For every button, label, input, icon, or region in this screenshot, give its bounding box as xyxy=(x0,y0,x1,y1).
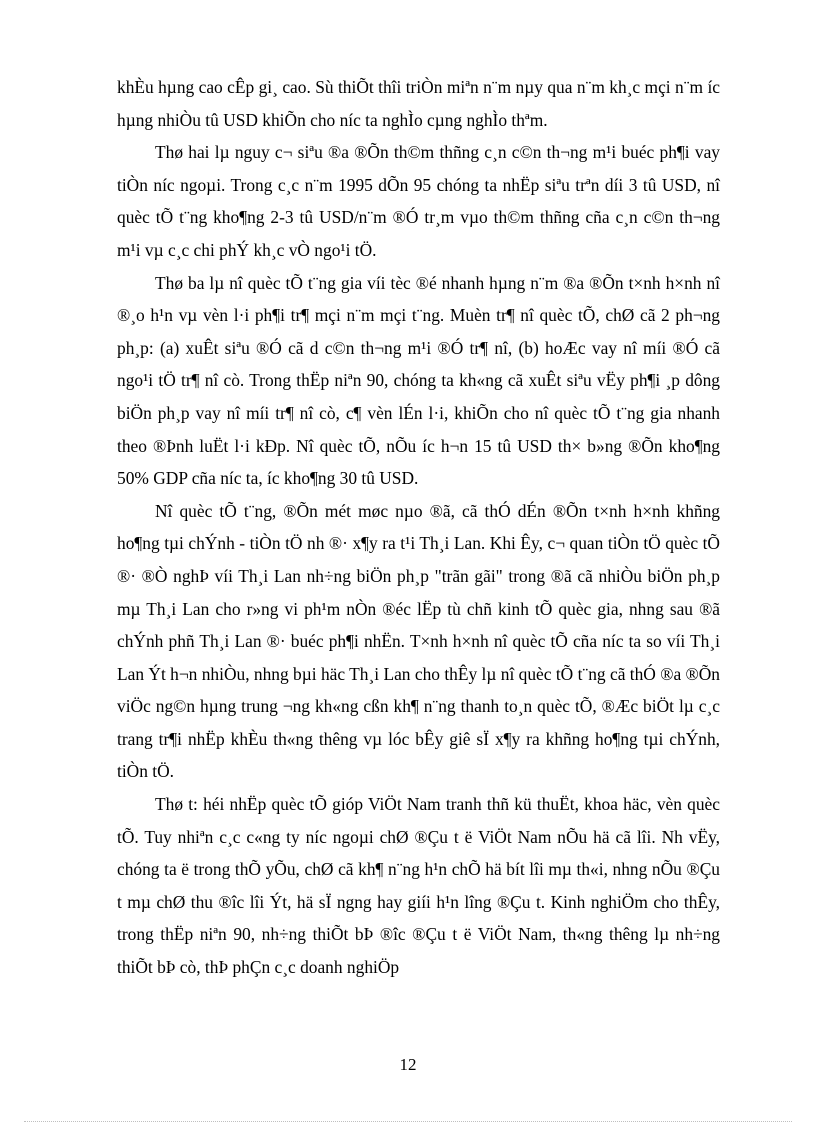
paragraph-2: Thø hai lµ nguy c¬ siªu ®a ®Õn th©m thñng c¸n c©n th¬ng m¹i buéc ph¶i vay tiÒn níc ngoµi. Trong c¸c n¨m 1995 dÕn 95 chóng ta nhËp siªu trªn díi 3 tû USD, nî quèc tÕ t¨ng kho¶ng 2-3 tû USD/n¨m ®Ó tr¸m vµo th©m thñng cña c¸n c©n th¬ng m¹i vµ c¸c chi phÝ kh¸c vÒ ngo¹i tÖ. xyxy=(117,142,720,260)
page-number: 12 xyxy=(399,1055,417,1074)
page-bottom-divider xyxy=(24,1121,792,1122)
paragraph-4: Nî quèc tÕ t¨ng, ®Õn mét møc nµo ®ã, cã thÓ dÉn ®Õn t×nh h×nh khñng ho¶ng tµi chÝnh - tiÒn tÖ nh ®· x¶y ra t¹i Th¸i Lan. Khi Êy, c¬ quan tiÒn tÖ quèc tÕ ®· ®Ò nghÞ víi Th¸i Lan nh÷ng biÖn ph¸p "trãn gãi" trong ®ã cã nhiÒu biÖn ph¸p mµ Th¸i Lan cho r»ng vi ph¹m nÒn ®éc lËp tù chñ kinh tÕ quèc gia, nhng sau ®ã chÝnh phñ Th¸i Lan ®· buéc ph¶i nhËn. T×nh h×nh nî quèc tÕ cña níc ta so víi Th¸i Lan Ýt h¬n nhiÒu, nhng bµi häc Th¸i Lan cho thÊy lµ nî quèc tÕ t¨ng cã thÓ ®a ®Õn viÖc ng©n hµng trung ¬ng kh«ng cßn kh¶ n¨ng thanh to¸n quèc tÕ, ®Æc biÖt lµ c¸c trang tr¶i nhËp khÈu th«ng thêng vµ lóc bÊy giê sÏ x¶y ra khñng ho¶ng tµi chÝnh, tiÒn tÖ. xyxy=(117,500,720,782)
paragraph-5: Thø t: héi nhËp quèc tÕ gióp ViÖt Nam tranh thñ kü thuËt, khoa häc, vèn quèc tÕ. Tuy nhiªn c¸c c«ng ty níc ngoµi chØ ®Çu t ë ViÖt Nam nÕu hä cã lîi. Nh vËy, chóng ta ë trong thÕ yÕu, chØ cã kh¶ n¨ng h¹n chÕ hä bít lîi mµ th«i, nhng nÕu ®Çu t mµ chØ thu ®îc lîi Ýt, hä sÏ ngng hay giíi h¹n lîng ®Çu t. Kinh nghiÖm cho thÊy, trong thËp niªn 90, nh÷ng thiÕt bÞ ®îc ®Çu t ë ViÖt Nam, th«ng thêng lµ nh÷ng thiÕt bÞ cò, thÞ phÇn c¸c doanh nghiÖp xyxy=(117,794,720,978)
paragraph-3: Thø ba lµ nî quèc tÕ t¨ng gia víi tèc ®é nhanh hµng n¨m ®a ®Õn t×nh h×nh nî ®¸o h¹n vµ vèn l·i ph¶i tr¶ mçi n¨m mçi t¨ng. Muèn tr¶ nî quèc tÕ, chØ cã 2 ph¬ng ph¸p: (a) xuÊt siªu ®Ó cã d c©n th¬ng m¹i ®Ó tr¶ nî, (b) hoÆc vay nî míi ®Ó cã ngo¹i tÖ tr¶ nî cò. Trong thËp niªn 90, chóng ta kh«ng cã xuÊt siªu vËy ph¶i ¸p dông biÖn ph¸p vay nî míi tr¶ nî cò, c¶ vèn lÉn l·i, khiÕn cho nî quèc tÕ t¨ng gia nhanh theo ®Þnh luËt l·i kÐp. Nî quèc tÕ, nÕu íc h¬n 15 tû USD th× b»ng ®Õn kho¶ng 50% GDP cña níc ta, íc kho¶ng 30 tû USD. xyxy=(117,272,720,489)
body-text xyxy=(117,71,720,984)
paragraph-1: khÈu hµng cao cÊp gi¸ cao. Sù thiÕt thîi triÒn miªn n¨m nµy qua n¨m kh¸c mçi n¨m íc hµng nhiÒu tû USD khiÕn cho níc ta nghÌo cµng nghÌo thªm. xyxy=(117,77,720,130)
